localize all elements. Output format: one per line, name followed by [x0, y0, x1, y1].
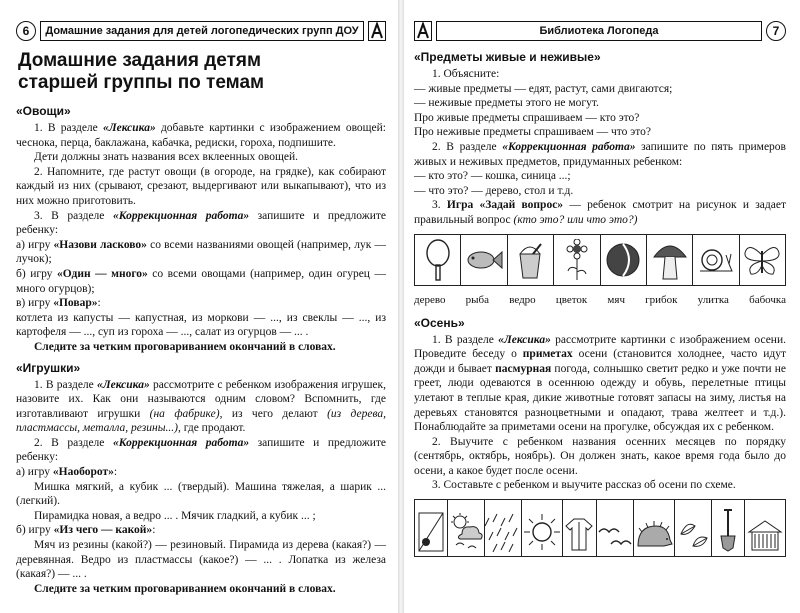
section-heading: «Овощи» — [16, 104, 71, 118]
shovel-icon — [716, 508, 740, 552]
paragraph: б) игру «Один — много» со всеми овощами (например, один огурец — много огурцов); — [16, 267, 386, 295]
paragraph: в) игру «Повар»: — [16, 297, 101, 310]
house-icon — [745, 518, 785, 552]
picture-ball — [601, 235, 647, 285]
paragraph: — кто это? — кошка, синица ...; — [414, 170, 571, 183]
letter-a-logo-icon — [368, 21, 386, 41]
left-running-header — [16, 20, 386, 42]
calendar-icon — [418, 512, 444, 552]
left-page — [0, 0, 398, 613]
birds-icon — [597, 522, 633, 552]
running-title-left: Домашние задания для детей логопедических групп ДОУ — [40, 21, 364, 41]
sun-icon — [522, 512, 562, 552]
scheme-shovel — [712, 500, 745, 556]
caption: дерево — [414, 293, 446, 306]
section-vegetables — [16, 104, 386, 355]
section-living-nonliving — [414, 50, 786, 306]
right-page — [404, 0, 800, 613]
caption: ведро — [509, 293, 536, 306]
bucket-icon — [515, 240, 545, 280]
right-running-header — [414, 20, 786, 42]
paragraph: б) игру «Из чего — какой»: — [16, 524, 156, 537]
scheme-rain — [485, 500, 522, 556]
picture-captions — [414, 294, 786, 306]
leaves-icon — [675, 516, 711, 552]
picture-snail — [693, 235, 739, 285]
paragraph: а) игру «Наоборот»: — [16, 466, 118, 479]
scheme-house — [745, 500, 785, 556]
paragraph: — живые предметы — едят, растут, сами двигаются; — [414, 82, 673, 95]
scheme-hedgehog — [634, 500, 675, 556]
section-heading: «Предметы живые и неживые» — [414, 50, 601, 64]
coat-icon — [565, 516, 593, 552]
picture-strip — [414, 234, 786, 286]
snail-icon — [696, 246, 736, 274]
letter-a-logo-icon — [414, 21, 432, 41]
hedgehog-icon — [634, 520, 674, 552]
ball-icon — [605, 242, 641, 278]
page-number-left: 6 — [16, 21, 36, 41]
story-scheme-strip — [414, 499, 786, 557]
paragraph: 1. В разделе «Лексика» добавьте картинки с изображением овощей: чеснока, перца, баклажана, кабачка, редиски, гороха, подпишите. — [16, 122, 386, 149]
caption: грибок — [645, 293, 678, 306]
caption: бабочка — [749, 293, 786, 306]
section-toys — [16, 361, 386, 597]
sun-cloud-icon — [448, 512, 484, 552]
scheme-birds — [597, 500, 634, 556]
paragraph: 1. Объясните: — [432, 68, 500, 80]
rain-icon — [485, 512, 521, 552]
paragraph: 3. В разделе «Коррекционная работа» запишите и предложите ребенку: — [16, 209, 386, 237]
scheme-sun-cloud — [448, 500, 485, 556]
paragraph: — неживые предметы этого не могут. — [414, 97, 599, 110]
flower-icon — [563, 239, 591, 281]
caption: рыба — [465, 293, 490, 306]
tree-icon — [423, 239, 453, 281]
paragraph: 2. В разделе «Коррекционная работа» запишите по пять примеров живых и неживых предметов, придуманных ребенком: — [414, 140, 786, 168]
paragraph: Мишка мягкий, а кубик ... (твердый). Машина тяжелая, а шарик ... (легкий). — [16, 480, 386, 508]
section-heading: «Осень» — [414, 315, 465, 330]
paragraph: Следите за четким проговариванием окончаний в словах. — [34, 340, 336, 353]
picture-tree — [415, 235, 461, 285]
fish-icon — [464, 247, 504, 273]
paragraph: Пирамидка новая, а ведро ... . Мячик гладкий, а кубик ... ; — [34, 509, 316, 522]
picture-bucket — [508, 235, 554, 285]
page-number-right: 7 — [766, 21, 786, 41]
paragraph: Про неживые предметы спрашиваем — что это? — [414, 126, 651, 139]
scheme-calendar — [415, 500, 448, 556]
picture-mushroom — [647, 235, 693, 285]
paragraph: Мяч из резины (какой?) — резиновый. Пирамида из дерева (какая?) — деревянная. Ведро из пластмассы (какое?) — ... . Лопатка из железа (какая?) — ... . — [16, 539, 386, 581]
scheme-clothes — [563, 500, 596, 556]
paragraph: Следите за четким проговариванием окончаний в словах. — [34, 582, 336, 595]
paragraph: — что это? — дерево, стол и т.д. — [414, 184, 574, 197]
paragraph: 1. В разделе «Лексика» рассмотрите картинки с изображением осени. Проведите беседу о приметах осени (становится холоднее, часто идут дожди и бывает пасмурная погода, солнышко светит редко и уже почти не греет, люди одеваются в осеннюю одежду и обувь, перелетные птицы улетают в теплые края, дикие животные готовят запасы на зиму, листья на деревьях становятся разноцветными и опадают, трава желтеет и т.д.). Понаблюдайте за приметами осени на прогулке, обсуждая их с ребенком. — [414, 333, 787, 434]
running-title-right: Библиотека Логопеда — [436, 21, 762, 41]
picture-butterfly — [740, 235, 785, 285]
paragraph: а) игру «Назови ласково» со всеми названиями овощей (например, лук — лучок); — [16, 238, 386, 266]
paragraph: котлета из капусты — капустная, из моркови — ..., из свеклы — ..., из картофеля — ..., суп из гороха — ..., салат из огурцов — ... . — [16, 311, 386, 339]
scheme-leaves — [675, 500, 712, 556]
paragraph: Про живые предметы спрашиваем — кто это? — [414, 111, 640, 124]
caption: улитка — [697, 293, 729, 306]
caption: цветок — [555, 293, 588, 306]
paragraph: 2. В разделе «Коррекционная работа» запишите и предложите ребенку: — [16, 436, 386, 464]
section-heading: «Игрушки» — [16, 360, 81, 375]
paragraph: 2. Выучите с ребенком названия осенних месяцев по порядку (сентябрь, октябрь, ноябрь). Он должен знать, какое время года было до осени, а какое будет после осени. — [414, 435, 786, 477]
paragraph: 1. В разделе «Лексика» рассмотрите с ребенком изображения игрушек, назовите их. Как они называются одним словом? Вспомнить, где изготавливают игрушки (на фабрике), из чего делают (из дерева, пластмассы, металла, резины...), где продают. — [16, 378, 386, 435]
butterfly-icon — [742, 243, 782, 277]
paragraph: Дети должны знать названия всех вклеенных овощей. — [34, 151, 298, 164]
scheme-sun — [522, 500, 563, 556]
picture-fish — [461, 235, 507, 285]
paragraph: 3. Игра «Задай вопрос» — ребенок смотрит на рисунок и задает правильный вопрос (кто это? или что это?) — [414, 199, 786, 226]
mushroom-icon — [652, 239, 688, 281]
caption: мяч — [607, 293, 625, 306]
page-title: Домашние задания детям старшей группы по темам — [18, 50, 265, 93]
section-autumn — [414, 316, 786, 558]
picture-flower — [554, 235, 600, 285]
paragraph: 3. Составьте с ребенком и выучите рассказ об осени по схеме. — [432, 479, 736, 492]
paragraph: 2. Напомните, где растут овощи (в огороде, на грядке), как собирают каждый из них (срывают, срезают, выдергивают или выкапывают), что из них можно приготовить. — [16, 165, 386, 207]
